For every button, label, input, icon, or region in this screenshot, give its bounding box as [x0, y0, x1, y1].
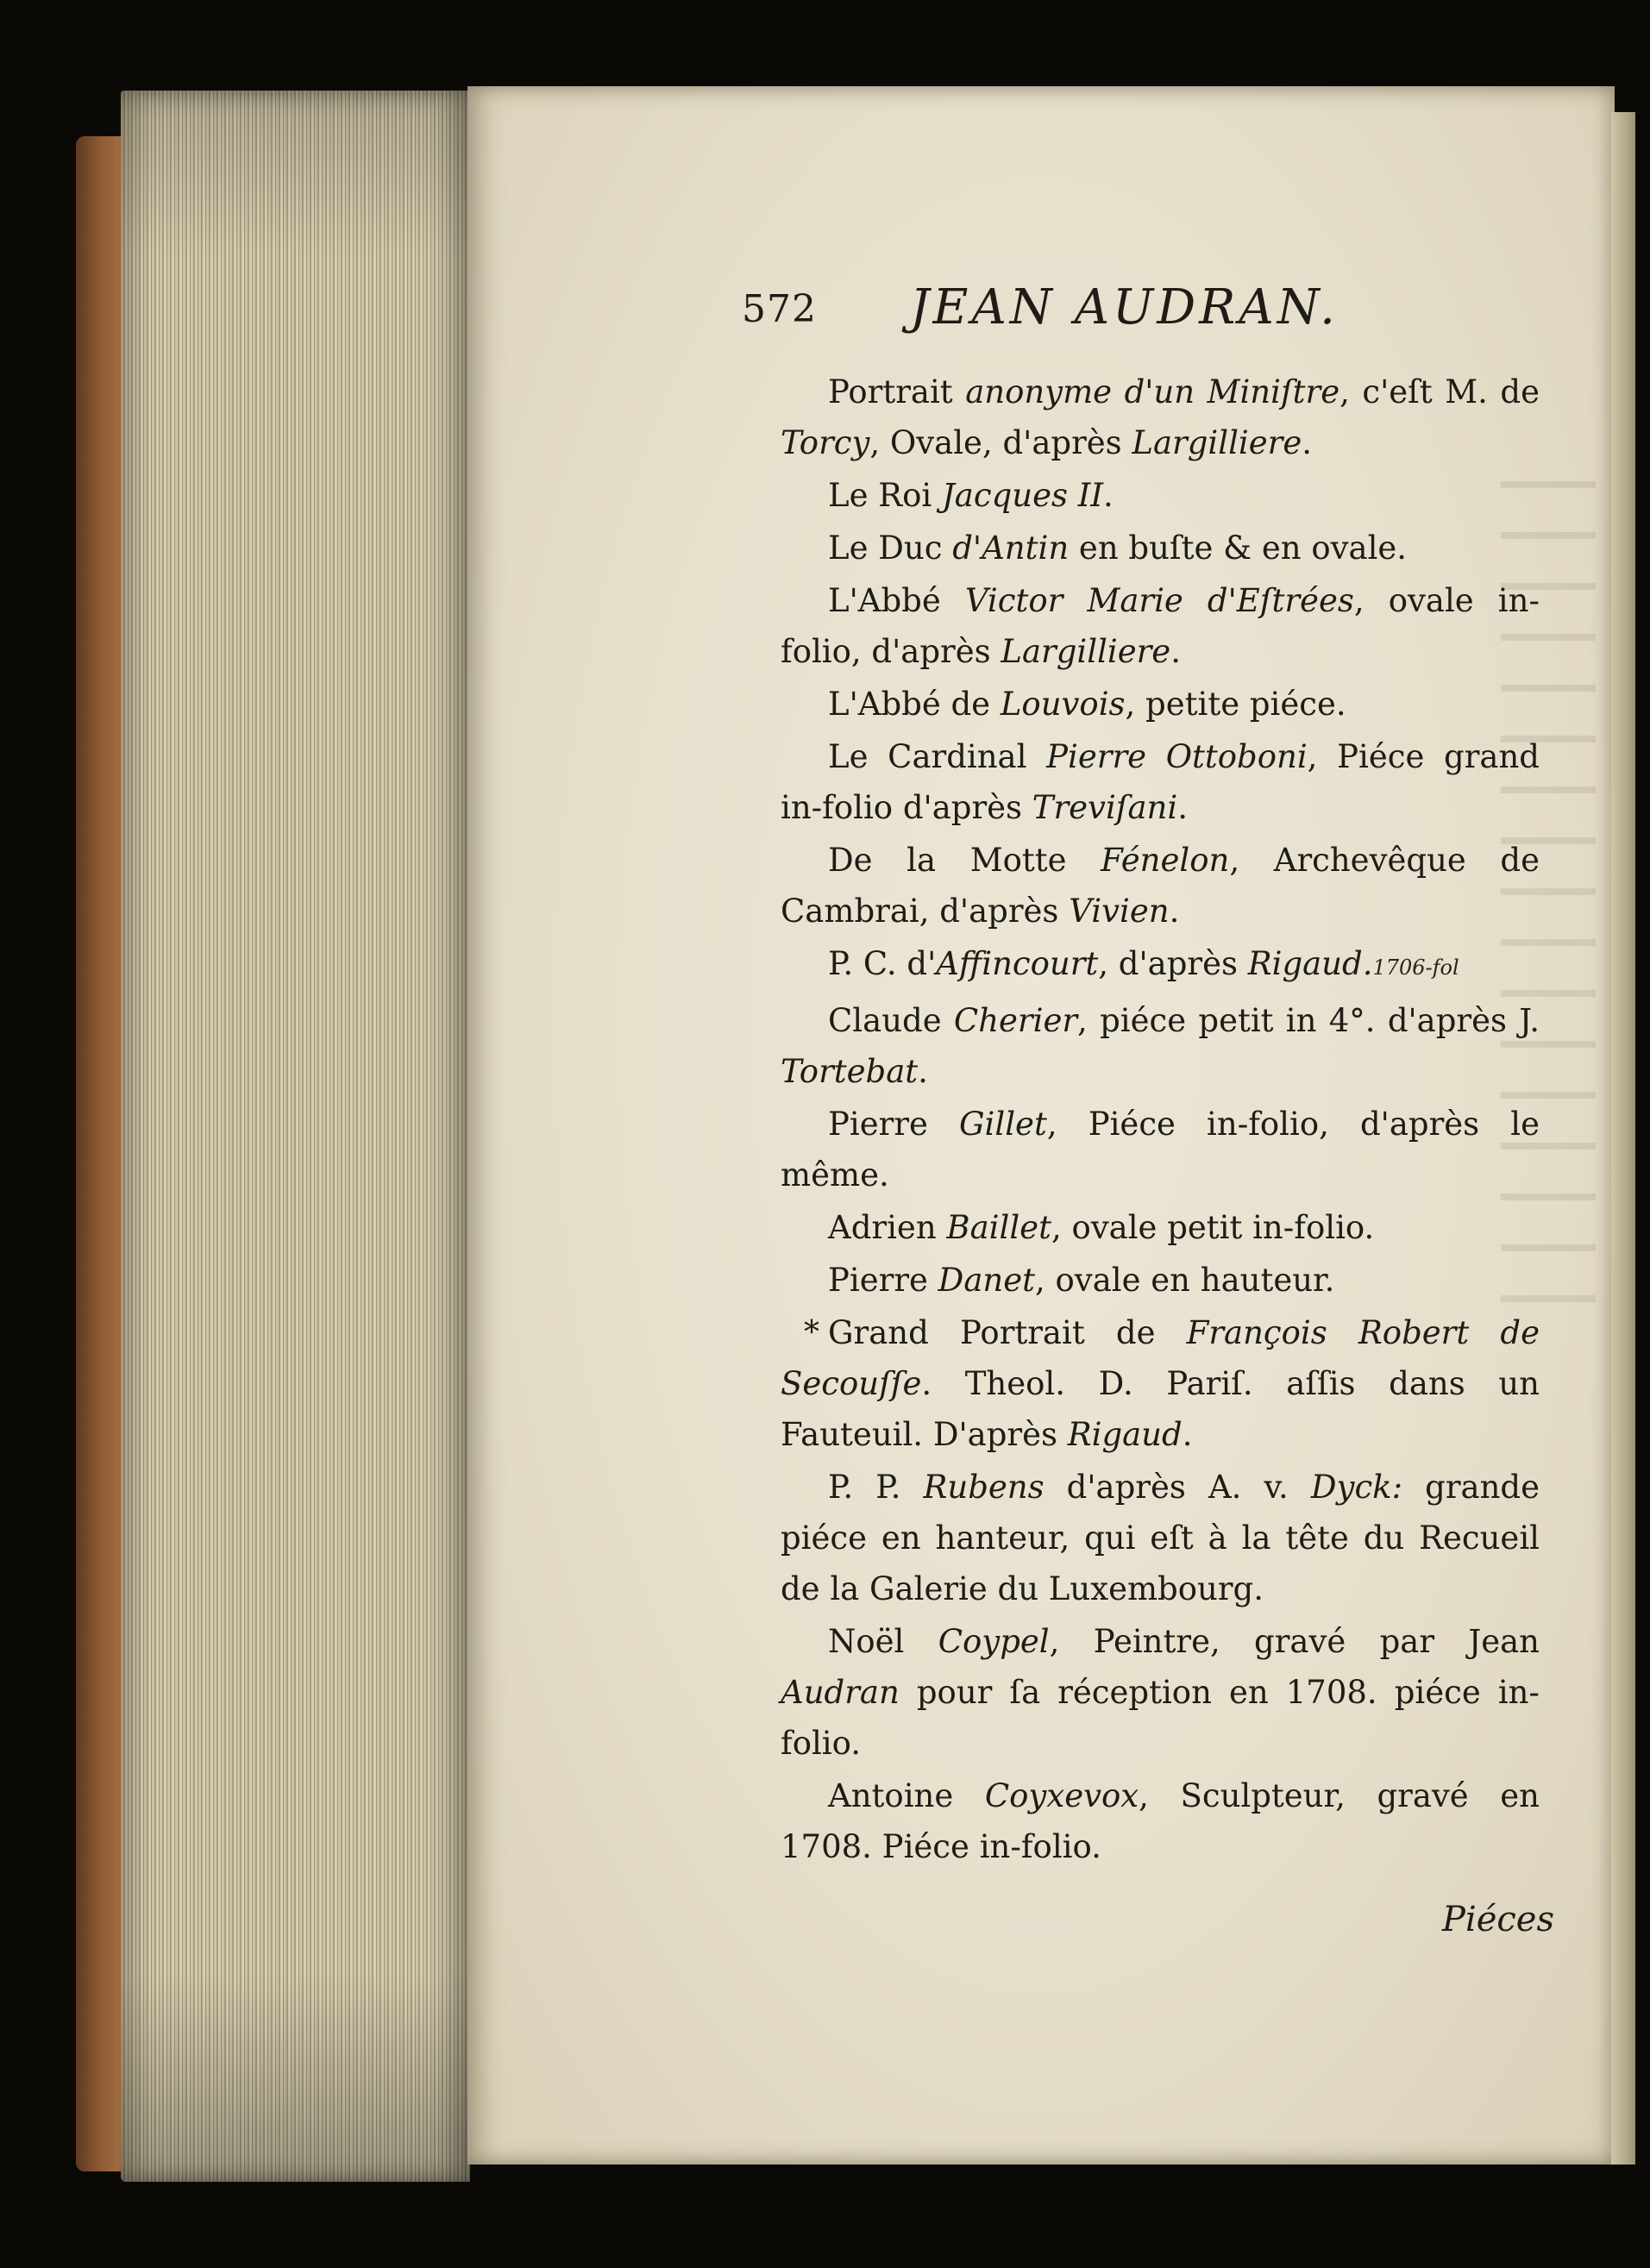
- entry: Antoine Coyxevox, Sculpteur, gravé en 1708. Piéce in-folio.: [781, 1777, 1540, 1865]
- entry: L'Abbé Victor Marie d'Eſtrées, ovale in-folio, d'après Largilliere.: [781, 582, 1540, 670]
- entry: L'Abbé de Louvois, petite piéce.: [828, 686, 1346, 723]
- entry: Noël Coypel, Peintre, gravé par Jean Audran pour ſa réception en 1708. piéce in-folio.: [781, 1623, 1540, 1762]
- entry-starred: * Grand Portrait de François Robert de Secouſſe. Theol. D. Pariſ. aſſis dans un Fauteuil. D'après Rigaud.: [781, 1307, 1540, 1460]
- page-edges-shading: [121, 91, 470, 2182]
- entry: Le Roi Jacques II.: [828, 477, 1114, 514]
- page-body: [781, 367, 1540, 1874]
- entry: Le Duc d'Antin en buſte & en ovale.: [828, 529, 1408, 567]
- entry: P. P. Rubens d'après A. v. Dyck: grande piéce en hanteur, qui eſt à la tête du Recueil de la Galerie du Luxembourg.: [781, 1469, 1540, 1607]
- running-head: JEAN AUDRAN.: [910, 279, 1339, 335]
- entry: Pierre Danet, ovale en hauteur.: [828, 1262, 1335, 1299]
- catchword: Piéces: [1442, 1900, 1554, 1939]
- entry: Pierre Gillet, Piéce in-folio, d'après le même.: [781, 1106, 1540, 1194]
- entry: P. C. d'Affincourt, d'après Rigaud.1706-fol: [828, 945, 1459, 982]
- entry: Adrien Baillet, ovale petit in-folio.: [828, 1209, 1375, 1246]
- entry: Portrait anonyme d'un Miniſtre, c'eſt M. de Torcy, Ovale, d'après Largilliere.: [781, 373, 1540, 461]
- handwritten-annotation: 1706-fol: [1372, 955, 1459, 980]
- page-number: 572: [742, 287, 817, 331]
- entry: Claude Cherier, piéce petit in 4°. d'après J. Tortebat.: [781, 1002, 1540, 1090]
- asterisk-mark: *: [804, 1315, 819, 1350]
- right-page-edge: [1611, 112, 1635, 2165]
- entry: Le Cardinal Pierre Ottoboni, Piéce grand in-folio d'après Treviſani.: [781, 738, 1540, 826]
- entry: De la Motte Fénelon, Archevêque de Cambrai, d'après Vivien.: [781, 842, 1540, 930]
